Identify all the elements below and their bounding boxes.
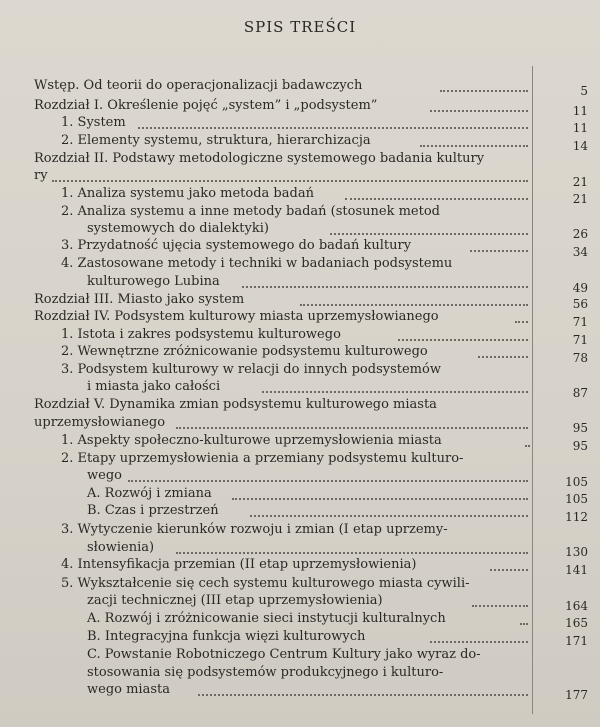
- toc-entry-line: systemowych do dialektyki): [87, 221, 269, 236]
- page-number: 34: [572, 245, 588, 259]
- toc-entry-line: C. Powstanie Robotniczego Centrum Kultury jako wyraz do-: [87, 647, 481, 662]
- toc-entry-line: 1. System: [61, 115, 126, 130]
- dot-leader: [478, 356, 528, 358]
- dot-leader: [525, 445, 528, 447]
- page-number: 5: [580, 84, 588, 98]
- page-number: 105: [565, 475, 588, 489]
- dot-leader: [176, 427, 528, 429]
- dot-leader: [330, 233, 528, 235]
- dot-leader: [490, 569, 528, 571]
- dot-leader: [128, 480, 528, 482]
- toc-entry-line: 5. Wykształcenie się cech systemu kulturowego miasta cywili-: [61, 576, 470, 591]
- dot-leader: [138, 127, 528, 129]
- page-number: 164: [565, 599, 588, 613]
- toc-entry-line: 2. Analiza systemu a inne metody badań (stosunek metod: [61, 204, 440, 219]
- toc-entry-line: B. Czas i przestrzeń: [87, 503, 219, 518]
- toc-entry-line: zacji technicznej (III etap uprzemysłowienia): [87, 593, 383, 608]
- toc-entry-line: 1. Analiza systemu jako metoda badań: [61, 186, 314, 201]
- page-number: 21: [572, 192, 588, 206]
- toc-entry-line: Wstęp. Od teorii do operacjonalizacji badawczych: [34, 78, 363, 93]
- toc-entry-line: Rozdział III. Miasto jako system: [34, 292, 245, 307]
- page-number: 177: [565, 688, 588, 702]
- toc-entry-line: 4. Zastosowane metody i techniki w badaniach podsystemu: [61, 256, 453, 271]
- toc-entry-line: wego: [87, 468, 122, 483]
- toc-entry-line: 3. Podsystem kulturowy w relacji do innych podsystemów: [61, 362, 441, 377]
- toc-entry-line: B. Integracyjna funkcja więzi kulturowych: [87, 629, 366, 644]
- toc-entry-line: Rozdział I. Określenie pojęć „system” i „podsystem”: [34, 98, 378, 113]
- page-number: 130: [565, 545, 588, 559]
- dot-leader: [420, 145, 528, 147]
- dot-leader: [430, 641, 528, 643]
- toc-entry-line: 2. Etapy uprzemysłowienia a przemiany podsystemu kulturo-: [61, 451, 464, 466]
- toc-entry-line: A. Rozwój i zróżnicowanie sieci instytucji kulturalnych: [87, 611, 446, 626]
- dot-leader: [176, 552, 528, 554]
- dot-leader: [300, 304, 528, 306]
- page-number: 87: [572, 386, 588, 400]
- dot-leader: [232, 498, 528, 500]
- toc-entry-line: 1. Aspekty społeczno-kulturowe uprzemysłowienia miasta: [61, 433, 442, 448]
- toc-entry-line: Rozdział II. Podstawy metodologiczne systemowego badania kultury: [34, 151, 485, 166]
- page-number: 95: [572, 421, 588, 435]
- toc-entry-line: ry: [34, 168, 48, 183]
- page-number: 26: [572, 227, 588, 241]
- dot-leader: [472, 605, 528, 607]
- toc-entry-line: wego miasta: [87, 682, 170, 697]
- toc-entry-line: Rozdział IV. Podsystem kulturowy miasta uprzemysłowianego: [34, 309, 439, 324]
- toc-entry-line: 2. Elementy systemu, struktura, hierarchizacja: [61, 133, 371, 148]
- page-title: SPIS TREŚCI: [243, 18, 357, 36]
- page-number: 78: [572, 351, 588, 365]
- toc-entry-line: stosowania się podsystemów produkcyjnego i kulturo-: [87, 665, 444, 680]
- toc-entry-line: i miasta jako całości: [87, 379, 221, 394]
- dot-leader: [198, 694, 528, 696]
- toc-entry-line: 3. Przydatność ujęcia systemowego do badań kultury: [61, 238, 412, 253]
- toc-entry-line: 1. Istota i zakres podsystemu kulturowego: [61, 327, 341, 342]
- page-number: 171: [565, 634, 588, 648]
- page-number: 49: [572, 281, 588, 295]
- page-number: 11: [572, 104, 588, 118]
- page-number: 11: [572, 121, 588, 135]
- page-number: 56: [572, 297, 588, 311]
- dot-leader: [262, 391, 528, 393]
- page-number: 112: [565, 510, 588, 524]
- dot-leader: [515, 321, 528, 323]
- dot-leader: [440, 90, 528, 92]
- dot-leader: [398, 339, 528, 341]
- page-number: 105: [565, 492, 588, 506]
- dot-leader: [250, 515, 528, 517]
- dot-leader: [520, 623, 528, 625]
- page-number: 71: [572, 333, 588, 347]
- toc-entry-line: uprzemysłowianego: [34, 415, 166, 430]
- page-number: 95: [572, 439, 588, 453]
- page-number: 141: [565, 563, 588, 577]
- dot-leader: [52, 180, 528, 182]
- dot-leader: [430, 110, 528, 112]
- page-number: 71: [572, 315, 588, 329]
- page-number: 21: [572, 175, 588, 189]
- toc-entry-line: 2. Wewnętrzne zróżnicowanie podsystemu kulturowego: [61, 344, 428, 359]
- dot-leader: [242, 286, 528, 288]
- page-number: 165: [565, 616, 588, 630]
- toc-entry-line: słowienia): [87, 540, 155, 555]
- toc-entry-line: 3. Wytyczenie kierunków rozwoju i zmian (I etap uprzemy-: [61, 522, 448, 537]
- toc-entry-line: A. Rozwój i zmiana: [87, 486, 212, 501]
- toc-entry-line: 4. Intensyfikacja przemian (II etap uprzemysłowienia): [61, 557, 417, 572]
- toc-entry-line: Rozdział V. Dynamika zmian podsystemu kulturowego miasta: [34, 397, 437, 412]
- dot-leader: [470, 250, 528, 252]
- toc-entry-line: kulturowego Lubina: [87, 274, 220, 289]
- page-number: 14: [572, 139, 588, 153]
- dot-leader: [345, 198, 528, 200]
